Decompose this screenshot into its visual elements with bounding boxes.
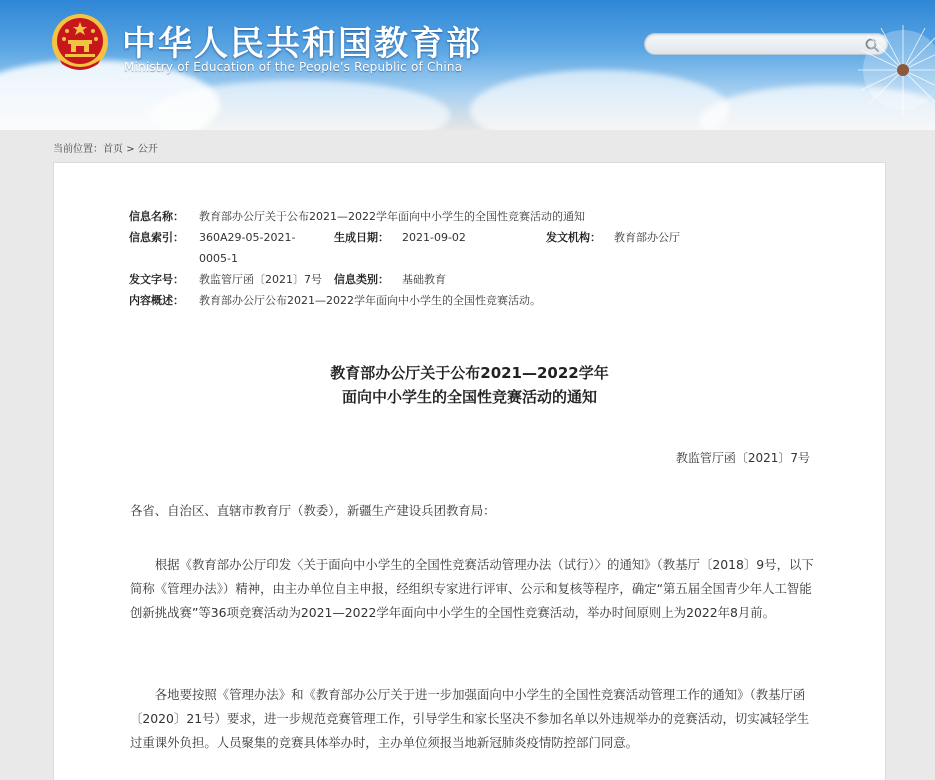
info-index-value-line1: 360A29-05-2021- [199,231,296,244]
dandelion-decoration-icon [853,20,935,120]
breadcrumb-separator: > [126,144,135,155]
info-index-label: 信息索引： [129,231,184,244]
bottom-fade [54,763,885,780]
document-title-line1: 教育部办公厅关于公布2021—2022学年 [330,364,609,382]
info-name-value: 教育部办公厅关于公布2021—2022学年面向中小学生的全国性竞赛活动的通知 [199,210,585,223]
info-org-label: 发文机构： [546,231,601,244]
breadcrumb-prefix: 当前位置： [53,144,103,155]
info-docno-label: 发文字号： [129,273,184,286]
info-row-summary [129,290,829,311]
breadcrumb-link-public[interactable]: 公开 [137,144,158,155]
site-subtitle: Ministry of Education of the People's Republic of China [124,60,463,74]
cloud-decoration [470,70,730,130]
info-summary-label: 内容概述： [129,294,184,307]
search-box[interactable] [644,33,888,55]
document-paragraph-2: 各地要按照《管理办法》和《教育部办公厅关于进一步加强面向中小学生的全国性竞赛活动管理工作的通知》（教基厅函〔2020〕21号）要求，进一步规范竞赛管理工作，引导学生和家长坚决不参加名单以外违规举办的竞赛活动，切实减轻学生过重课外负担。人员聚集的竞赛具体举办时，主办单位须报当地新冠肺炎疫情防控部门同意。 [130,687,810,750]
breadcrumb [53,140,158,155]
document-salutation: 各省、自治区、直辖市教育厅（教委），新疆生产建设兵团教育局： [130,503,496,518]
info-summary-value: 教育部办公厅公布2021—2022学年面向中小学生的全国性竞赛活动。 [199,294,541,307]
site-header [0,0,935,130]
info-category-value: 基础教育 [402,273,446,286]
document-info-table [129,206,829,311]
site-title[interactable]: 中华人民共和国教育部 [122,24,482,64]
search-input[interactable] [655,36,855,52]
document-paragraph-1: 根据《教育部办公厅印发〈关于面向中小学生的全国性竞赛活动管理办法（试行）〉的通知》（教基厅〔2018〕9号，以下简称《管理办法》）精神，由主办单位自主申报，经组织专家进行评审、公示和复核等程序，确定“第五届全国青少年人工智能创新挑战赛”等36项竞赛活动为2021—2022学年面向中小学生的全国性竞赛活动，举办时间原则上为2022年8月前。 [130,557,814,620]
info-row-index [129,227,829,269]
info-date-value: 2021-09-02 [402,231,466,244]
content-card [53,162,886,780]
info-row-docno [129,269,829,290]
info-row-name [129,206,829,227]
document-title-line2: 面向中小学生的全国性竞赛活动的通知 [341,388,597,406]
info-date-label: 生成日期： [334,231,389,244]
info-index-value-line2: 0005-1 [199,252,238,265]
info-docno-value: 教监管厅函〔2021〕7号 [199,273,322,286]
document-title [54,361,885,409]
document-number: 教监管厅函〔2021〕7号 [675,451,810,465]
info-name-label: 信息名称： [129,210,184,223]
national-emblem-icon[interactable] [50,12,110,74]
breadcrumb-link-home[interactable]: 首页 [103,144,123,155]
info-org-value: 教育部办公厅 [614,231,680,244]
info-category-label: 信息类别： [334,273,389,286]
